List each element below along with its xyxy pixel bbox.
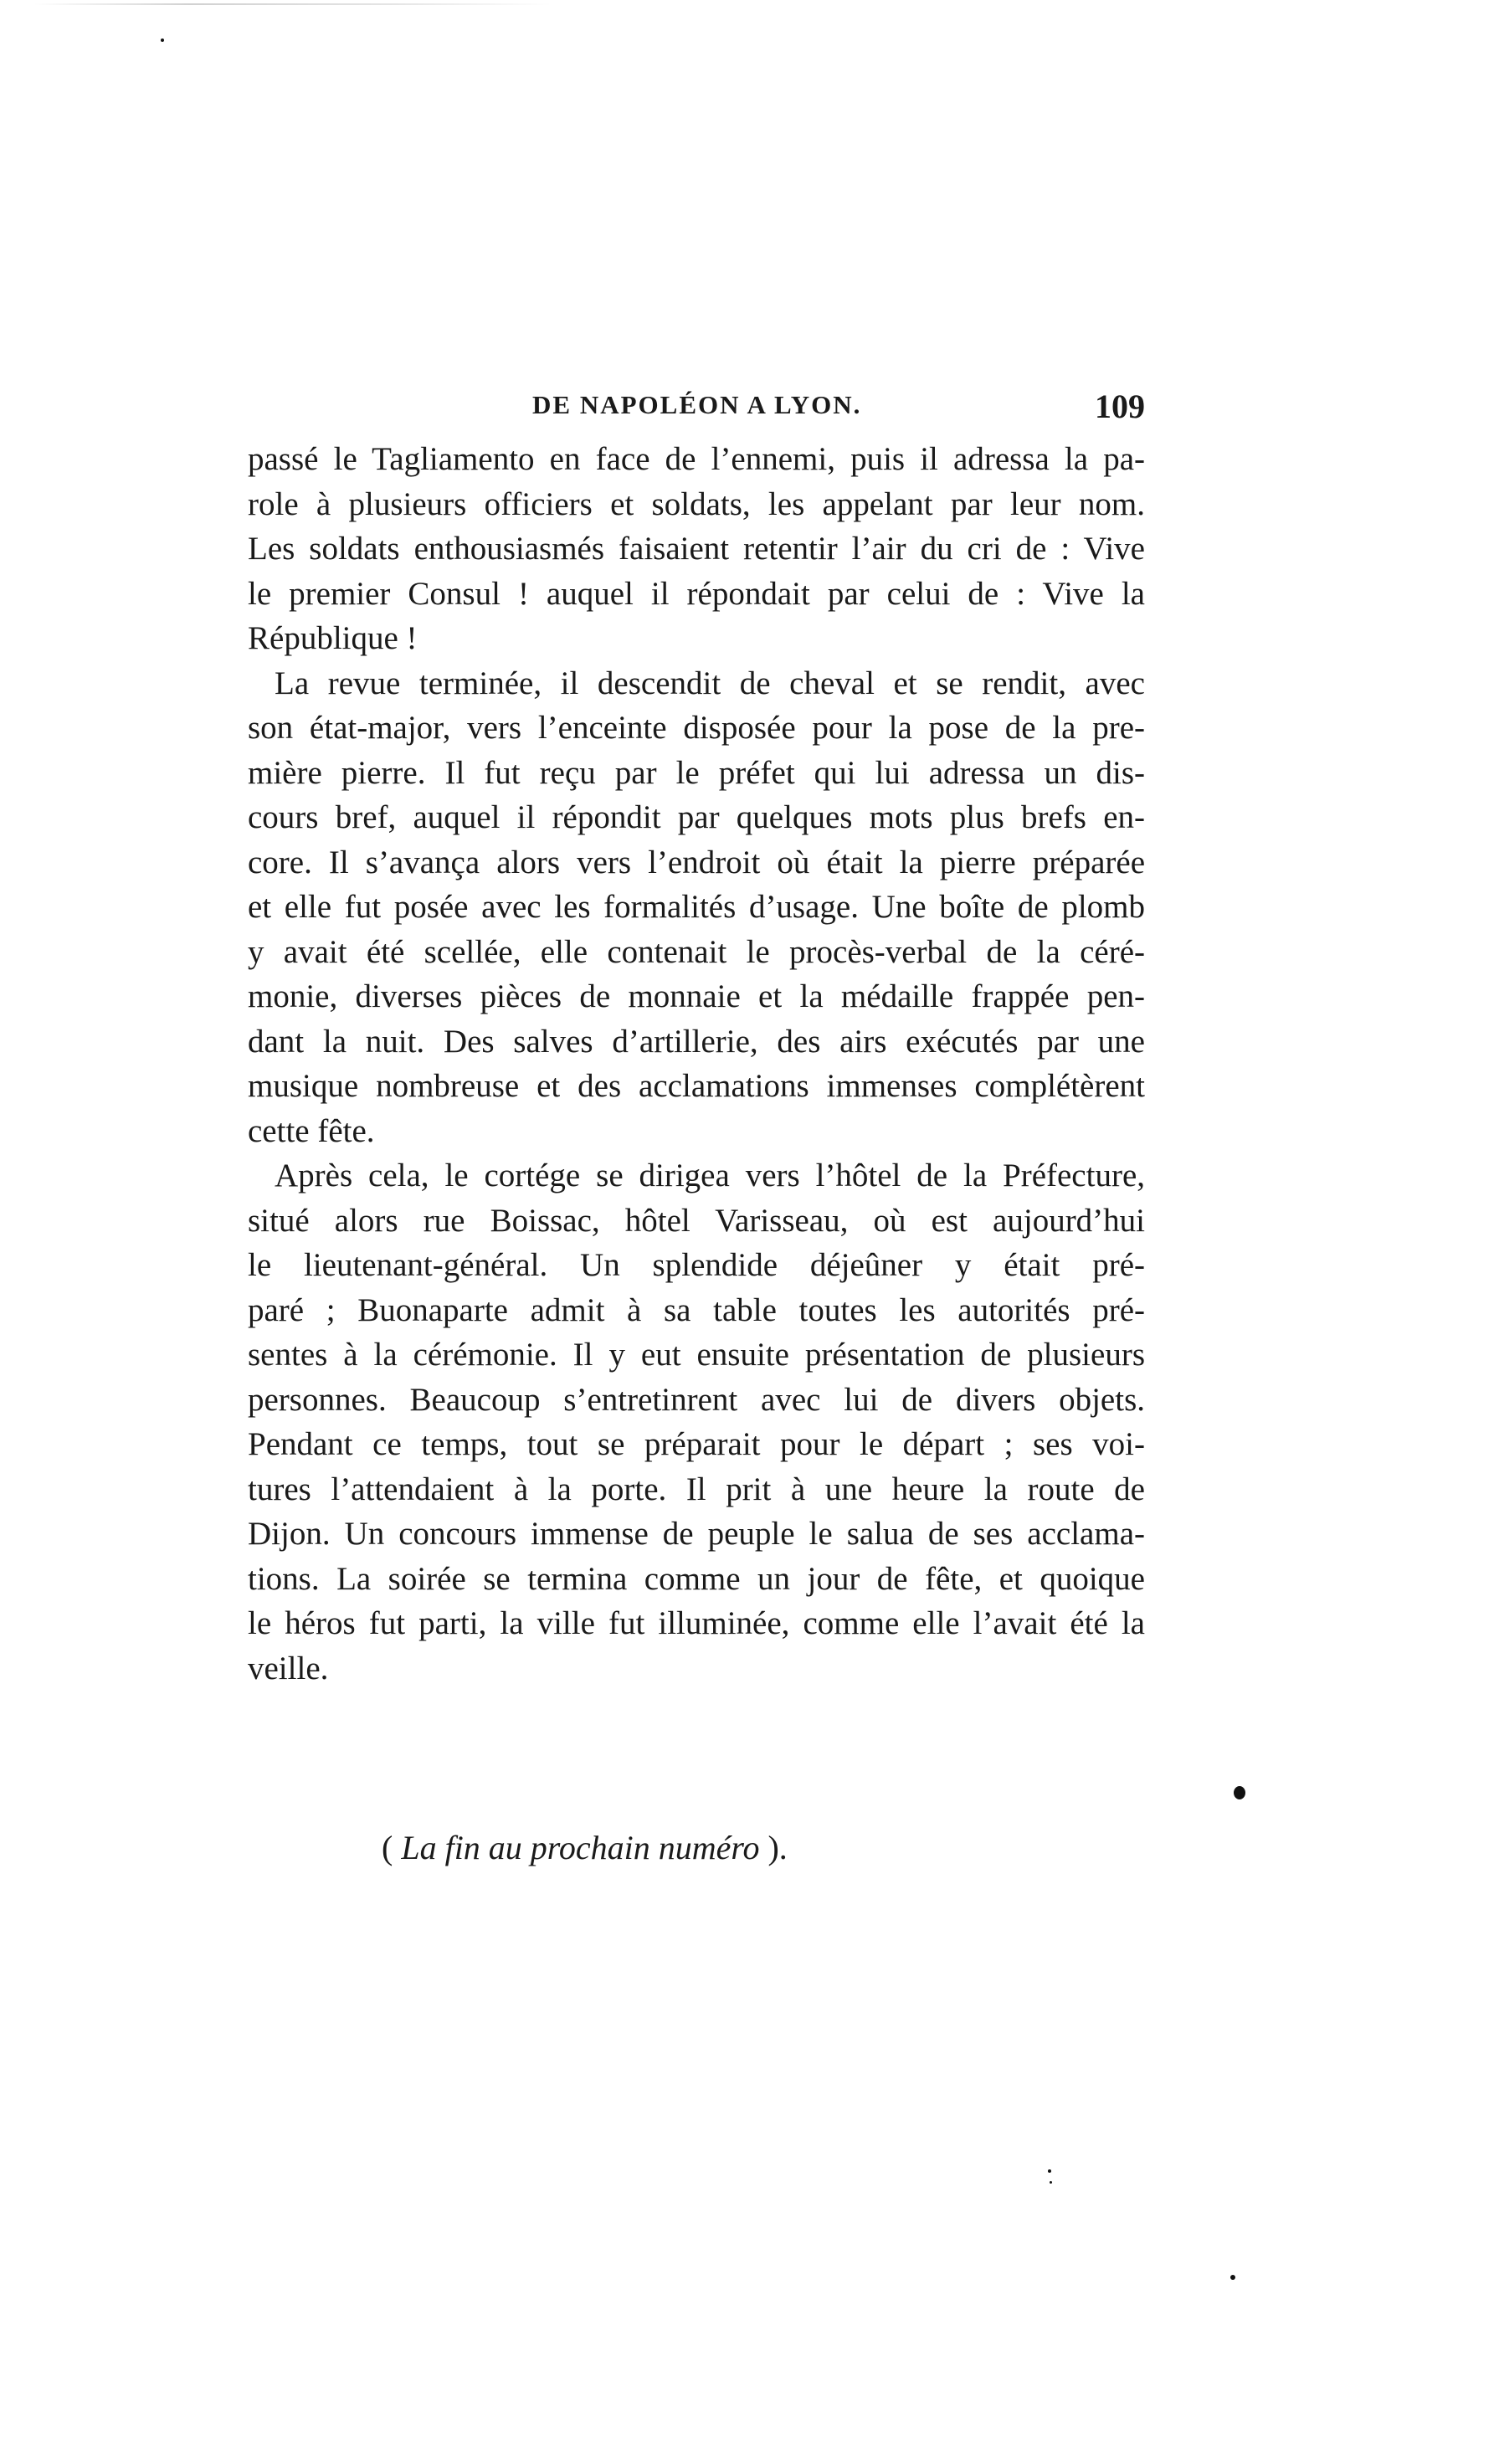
text-line: Pendant ce temps, tout se préparait pour le départ ; ses voi- bbox=[248, 1426, 1145, 1462]
text-line: cette fête. bbox=[248, 1112, 375, 1149]
closing-note-italic: La fin au prochain numéro bbox=[401, 1829, 760, 1866]
text-line: tions. La soirée se termina comme un jour de fête, et quoique bbox=[248, 1560, 1145, 1597]
page-edge-shadow bbox=[33, 3, 552, 5]
text-line: Les soldats enthousiasmés faisaient retentir l’air du cri de : Vive bbox=[248, 531, 1145, 567]
text-line: Après cela, le cortége se dirigea vers l’hôtel de la Préfecture, bbox=[275, 1158, 1145, 1194]
text-line: Dijon. Un concours immense de peuple le salua de ses acclama- bbox=[248, 1516, 1145, 1552]
text-line: son état-major, vers l’enceinte disposée pour la pose de la pre- bbox=[248, 710, 1145, 746]
text-line: tures l’attendaient à la porte. Il prit à une heure la route de bbox=[248, 1471, 1145, 1507]
text-line: monie, diverses pièces de monnaie et la médaille frappée pen- bbox=[248, 978, 1145, 1014]
text-line: cours bref, auquel il répondit par quelques mots plus brefs en- bbox=[248, 799, 1145, 835]
closing-note-open: ( bbox=[382, 1829, 402, 1866]
text-line: role à plusieurs officiers et soldats, les appelant par leur nom. bbox=[248, 485, 1145, 522]
text-line: République ! bbox=[248, 620, 418, 656]
text-line: le lieutenant-général. Un splendide déjeûner y était pré- bbox=[248, 1247, 1145, 1283]
running-title: DE NAPOLÉON A LYON. bbox=[532, 390, 862, 419]
text-line: personnes. Beaucoup s’entretinrent avec lui de divers objets. bbox=[248, 1381, 1145, 1418]
text-line: mière pierre. Il fut reçu par le préfet qui lui adressa un dis- bbox=[248, 754, 1145, 791]
text-line: veille. bbox=[248, 1650, 329, 1686]
text-line: passé le Tagliamento en face de l’ennemi, puis il adressa la pa- bbox=[248, 441, 1145, 477]
ink-speck bbox=[161, 38, 164, 42]
ink-speck bbox=[1234, 1786, 1245, 1799]
body-text bbox=[248, 437, 1145, 1691]
text-line: sentes à la cérémonie. Il y eut ensuite présentation de plusieurs bbox=[248, 1337, 1145, 1373]
text-line: y avait été scellée, elle contenait le procès-verbal de la céré- bbox=[248, 933, 1145, 970]
ink-speck bbox=[1050, 2181, 1052, 2184]
ink-speck bbox=[1048, 2169, 1051, 2173]
closing-note bbox=[382, 1828, 788, 1867]
closing-note-close: ). bbox=[759, 1829, 788, 1866]
text-line: situé alors rue Boissac, hôtel Varisseau, où est aujourd’hui bbox=[248, 1202, 1145, 1239]
text-line: et elle fut posée avec les formalités d’usage. Une boîte de plomb bbox=[248, 889, 1145, 925]
running-header bbox=[248, 387, 1145, 429]
text-line: dant la nuit. Des salves d’artillerie, des airs exécutés par une bbox=[248, 1023, 1145, 1060]
page-number: 109 bbox=[1095, 388, 1145, 425]
text-line: core. Il s’avança alors vers l’endroit où était la pierre préparée bbox=[248, 844, 1145, 880]
text-line: le héros fut parti, la ville fut illuminée, comme elle l’avait été la bbox=[248, 1605, 1145, 1641]
text-line: le premier Consul ! auquel il répondait par celui de : Vive la bbox=[248, 575, 1145, 612]
text-line: musique nombreuse et des acclamations immenses complétèrent bbox=[248, 1068, 1145, 1104]
text-line: paré ; Buonaparte admit à sa table toutes les autorités pré- bbox=[248, 1291, 1145, 1328]
text-line: La revue terminée, il descendit de cheval et se rendit, avec bbox=[275, 665, 1145, 701]
ink-speck bbox=[1230, 2275, 1235, 2280]
